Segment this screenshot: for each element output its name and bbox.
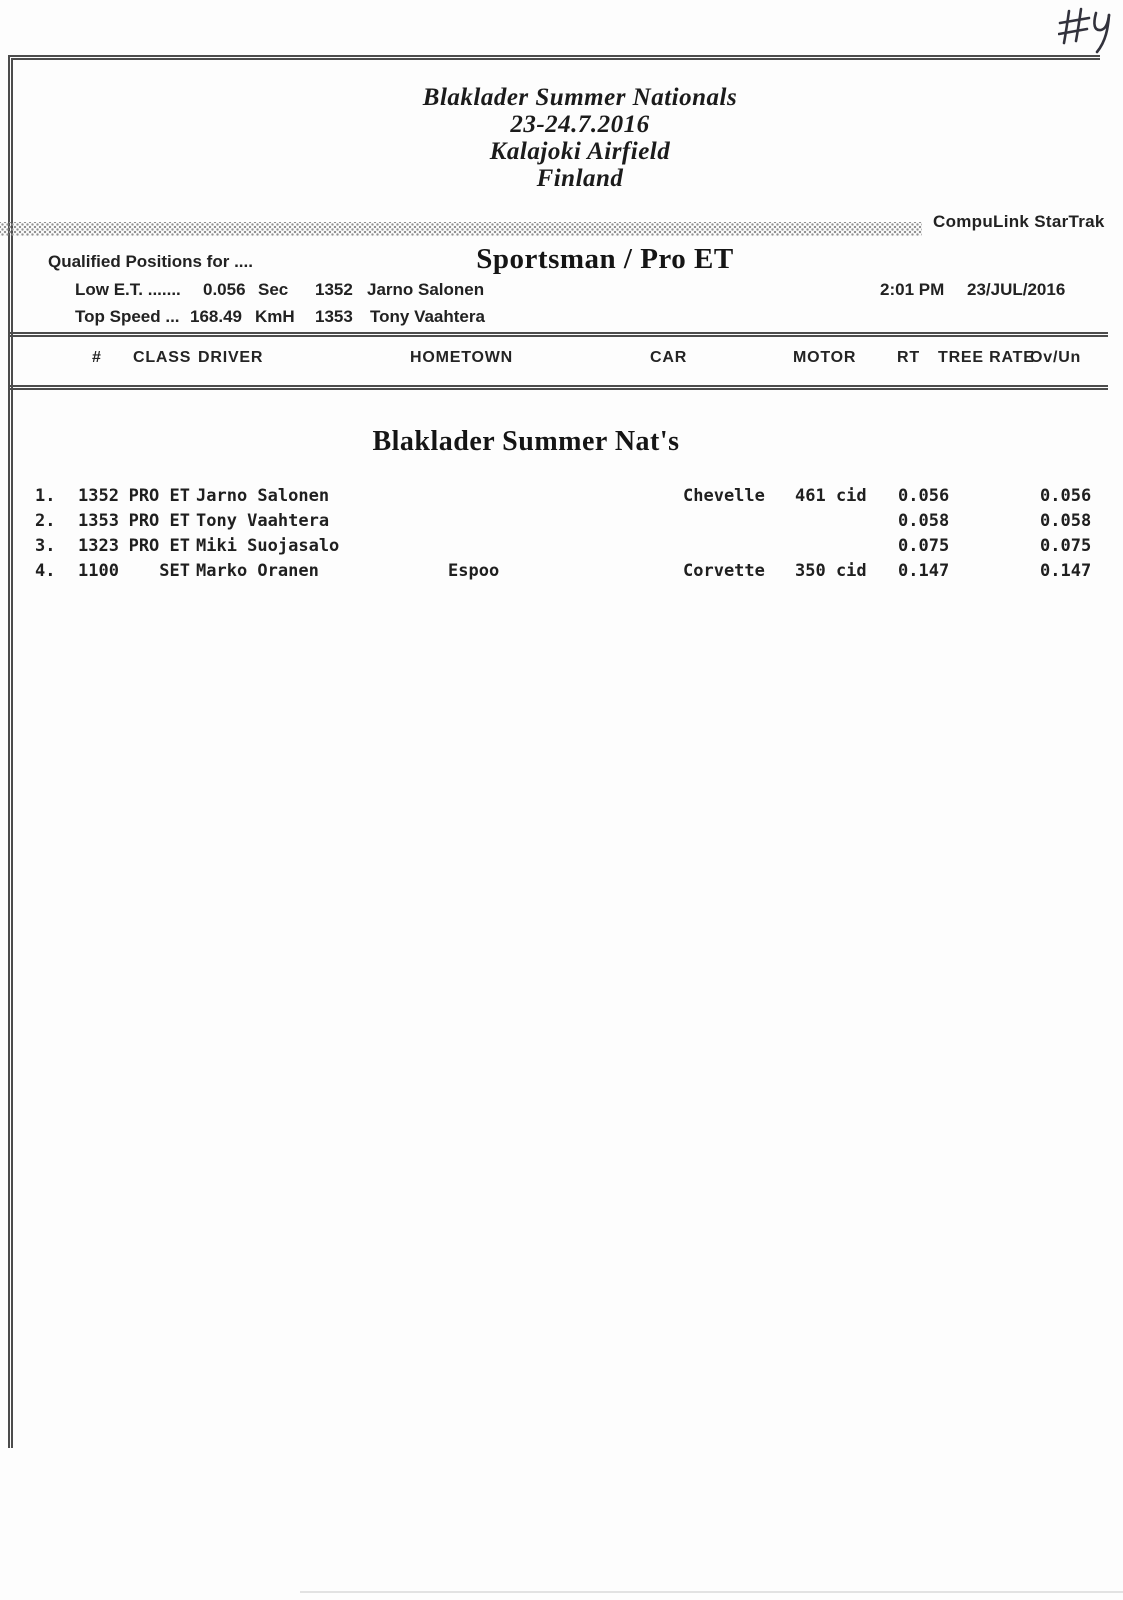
low-et-holder-name: Jarno Salonen bbox=[367, 280, 485, 299]
top-speed-value: 168.49 bbox=[190, 307, 242, 326]
top-speed-unit: KmH bbox=[255, 307, 295, 326]
column-header-car: CAR bbox=[650, 349, 688, 366]
table-row bbox=[0, 511, 1123, 533]
event-title: Blaklader Summer Nationals bbox=[422, 84, 738, 111]
handwritten-page-number bbox=[1058, 2, 1120, 54]
print-date: 23/JUL/2016 bbox=[967, 280, 1066, 299]
cell-number: 1352 bbox=[78, 486, 119, 506]
column-header-rt: RT bbox=[897, 349, 920, 366]
scan-artifact-line bbox=[300, 1591, 1123, 1593]
cell-motor: 350 cid bbox=[795, 561, 867, 581]
cell-hometown: Espoo bbox=[448, 561, 500, 581]
cell-ovun: 0.147 bbox=[1040, 561, 1092, 581]
cell-driver: Miki Suojasalo bbox=[196, 536, 340, 556]
top-speed-label: Top Speed ... bbox=[75, 307, 180, 326]
event-country: Finland bbox=[536, 165, 624, 192]
event-title-block bbox=[80, 84, 1080, 192]
class-title: Sportsman / Pro ET bbox=[476, 243, 734, 275]
top-speed-holder-name: Tony Vaahtera bbox=[370, 307, 485, 326]
cell-number: 1100 bbox=[78, 561, 119, 581]
cell-driver: Jarno Salonen bbox=[196, 486, 330, 506]
cell-position: 4. bbox=[35, 561, 56, 581]
column-header-num: # bbox=[92, 349, 102, 366]
cell-car: Corvette bbox=[683, 561, 765, 581]
cell-ovun: 0.075 bbox=[1040, 536, 1092, 556]
cell-number: 1353 bbox=[78, 511, 119, 531]
cell-driver: Marko Oranen bbox=[196, 561, 319, 581]
column-header-ovun: Ov/Un bbox=[1030, 349, 1082, 366]
low-et-holder-number: 1352 bbox=[315, 280, 353, 299]
cell-position: 1. bbox=[35, 486, 56, 506]
top-speed-line bbox=[0, 307, 1123, 327]
qualified-positions-label: Qualified Positions for .... bbox=[48, 252, 253, 271]
cell-car: Chevelle bbox=[683, 486, 765, 506]
cell-class: SET bbox=[159, 561, 190, 581]
cell-class: PRO ET bbox=[128, 536, 190, 556]
column-header-tree-rate: TREE RATE bbox=[938, 349, 1035, 366]
table-header-top-rule bbox=[8, 332, 1108, 337]
cell-class: PRO ET bbox=[128, 511, 190, 531]
cell-driver: Tony Vaahtera bbox=[196, 511, 330, 531]
column-header-class: CLASS bbox=[133, 349, 192, 366]
column-header-motor: MOTOR bbox=[793, 349, 857, 366]
low-et-line bbox=[0, 280, 1123, 300]
cell-number: 1323 bbox=[78, 536, 119, 556]
low-et-label: Low E.T. ....... bbox=[75, 280, 181, 299]
low-et-value: 0.056 bbox=[203, 280, 246, 299]
halftone-separator-band bbox=[0, 222, 922, 236]
cell-ovun: 0.056 bbox=[1040, 486, 1092, 506]
cell-ovun: 0.058 bbox=[1040, 511, 1092, 531]
table-row bbox=[0, 536, 1123, 558]
cell-rt: 0.147 bbox=[898, 561, 950, 581]
print-time: 2:01 PM bbox=[880, 280, 945, 299]
handwriting-strokes bbox=[1058, 2, 1120, 54]
cell-rt: 0.058 bbox=[898, 511, 950, 531]
cell-motor: 461 cid bbox=[795, 486, 867, 506]
cell-position: 3. bbox=[35, 536, 56, 556]
column-header-driver: DRIVER bbox=[198, 349, 264, 366]
table-header-bottom-rule bbox=[8, 385, 1108, 390]
event-date: 23-24.7.2016 bbox=[510, 111, 650, 138]
timing-system-label: CompuLink StarTrak bbox=[933, 212, 1105, 231]
column-header-hometown: HOMETOWN bbox=[410, 349, 513, 366]
low-et-unit: Sec bbox=[258, 280, 289, 299]
event-venue: Kalajoki Airfield bbox=[489, 138, 671, 165]
cell-position: 2. bbox=[35, 511, 56, 531]
top-speed-holder-number: 1353 bbox=[315, 307, 353, 326]
section-title: Blaklader Summer Nat's bbox=[372, 426, 680, 457]
cell-rt: 0.056 bbox=[898, 486, 950, 506]
table-row bbox=[0, 486, 1123, 508]
cell-rt: 0.075 bbox=[898, 536, 950, 556]
table-row bbox=[0, 561, 1123, 583]
cell-class: PRO ET bbox=[128, 486, 190, 506]
